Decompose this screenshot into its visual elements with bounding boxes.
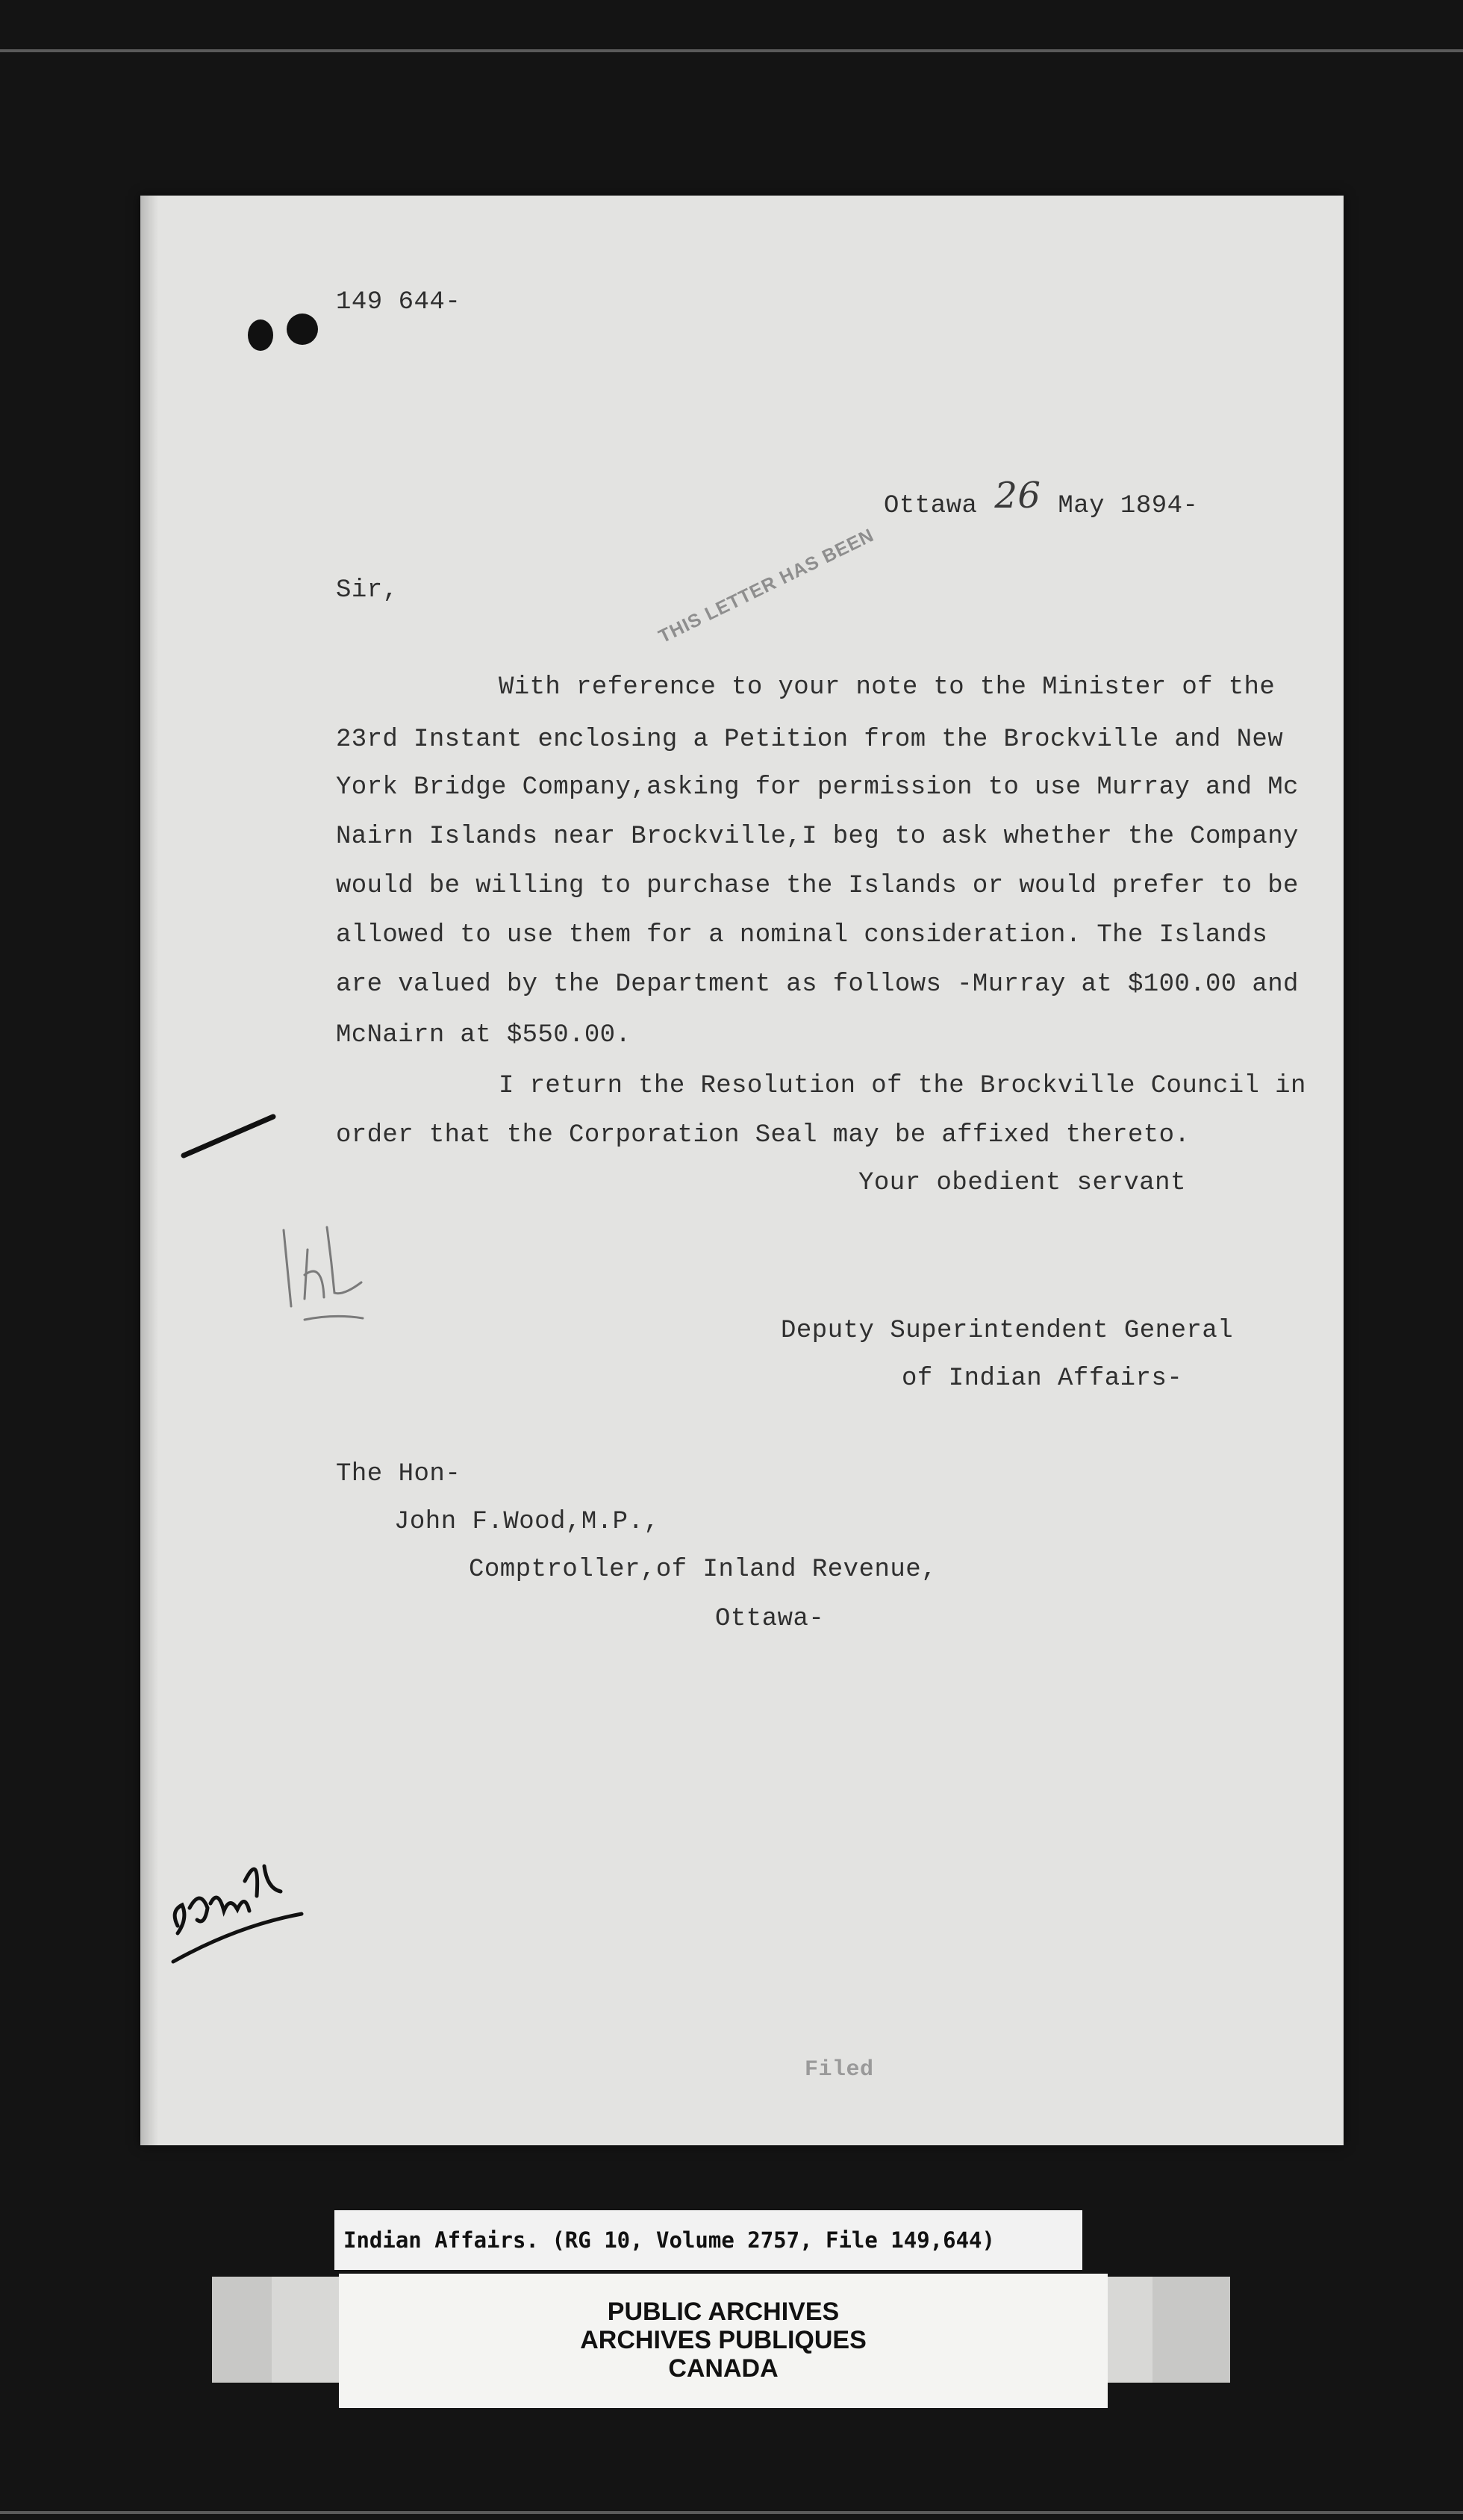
body-line: I return the Resolution of the Brockville Council in <box>499 1072 1306 1100</box>
archival-reference: Indian Affairs. (RG 10, Volume 2757, File 149,644) <box>334 2210 1082 2270</box>
margin-pen-stroke <box>181 1106 285 1166</box>
body-line: are valued by the Department as follows -Murray at $100.00 and <box>336 970 1299 999</box>
body-line: With reference to your note to the Minister of the <box>499 673 1276 702</box>
body-line: order that the Corporation Seal may be affixed thereto. <box>336 1121 1191 1150</box>
body-line: would be willing to purchase the Islands or would prefer to be <box>336 872 1299 900</box>
signature-title-line2: of Indian Affairs- <box>902 1365 1183 1393</box>
letter-date <box>884 475 1199 521</box>
closing: Your obedient servant <box>858 1169 1186 1197</box>
body-line: allowed to use them for a nominal consideration. The Islands <box>336 921 1268 949</box>
letter-page <box>140 196 1344 2145</box>
salutation: Sir, <box>336 576 399 605</box>
body-line: McNairn at $550.00. <box>336 1021 631 1050</box>
date-prefix: Ottawa <box>884 492 978 520</box>
archives-label-line2: ARCHIVES PUBLIQUES <box>580 2326 867 2354</box>
tape-shade-right <box>1152 2277 1230 2383</box>
date-suffix: May 1894- <box>1058 492 1199 520</box>
body-line: Nairn Islands near Brockville,I beg to ask whether the Company <box>336 823 1299 851</box>
body-line: York Bridge Company,asking for permission to use Murray and Mc <box>336 773 1299 802</box>
punch-hole-right <box>287 314 318 345</box>
frame-top-edge <box>0 49 1463 52</box>
margin-pencil-initials <box>275 1215 387 1327</box>
address-line: Comptroller,of Inland Revenue, <box>469 1556 938 1584</box>
archives-label-line1: PUBLIC ARCHIVES <box>607 2298 840 2326</box>
frame-bottom-edge <box>0 2511 1463 2514</box>
date-day-handwritten: 26 <box>994 475 1041 517</box>
address-line: John F.Wood,M.P., <box>394 1508 660 1536</box>
handwritten-signature <box>155 1836 319 1971</box>
punch-hole-left <box>248 319 273 351</box>
body-line: 23rd Instant enclosing a Petition from the Brockville and New <box>336 726 1284 754</box>
address-line: The Hon- <box>336 1460 461 1488</box>
signature-title-line1: Deputy Superintendent General <box>781 1317 1234 1345</box>
archives-label-line3: CANADA <box>668 2354 779 2383</box>
address-line: Ottawa- <box>715 1605 825 1633</box>
archives-label <box>339 2274 1108 2408</box>
received-stamp: THIS LETTER HAS BEEN <box>655 524 878 648</box>
filed-mark: Filed <box>805 2057 874 2083</box>
tape-shade-left <box>212 2277 272 2383</box>
reference-number: 149 644- <box>336 288 461 316</box>
